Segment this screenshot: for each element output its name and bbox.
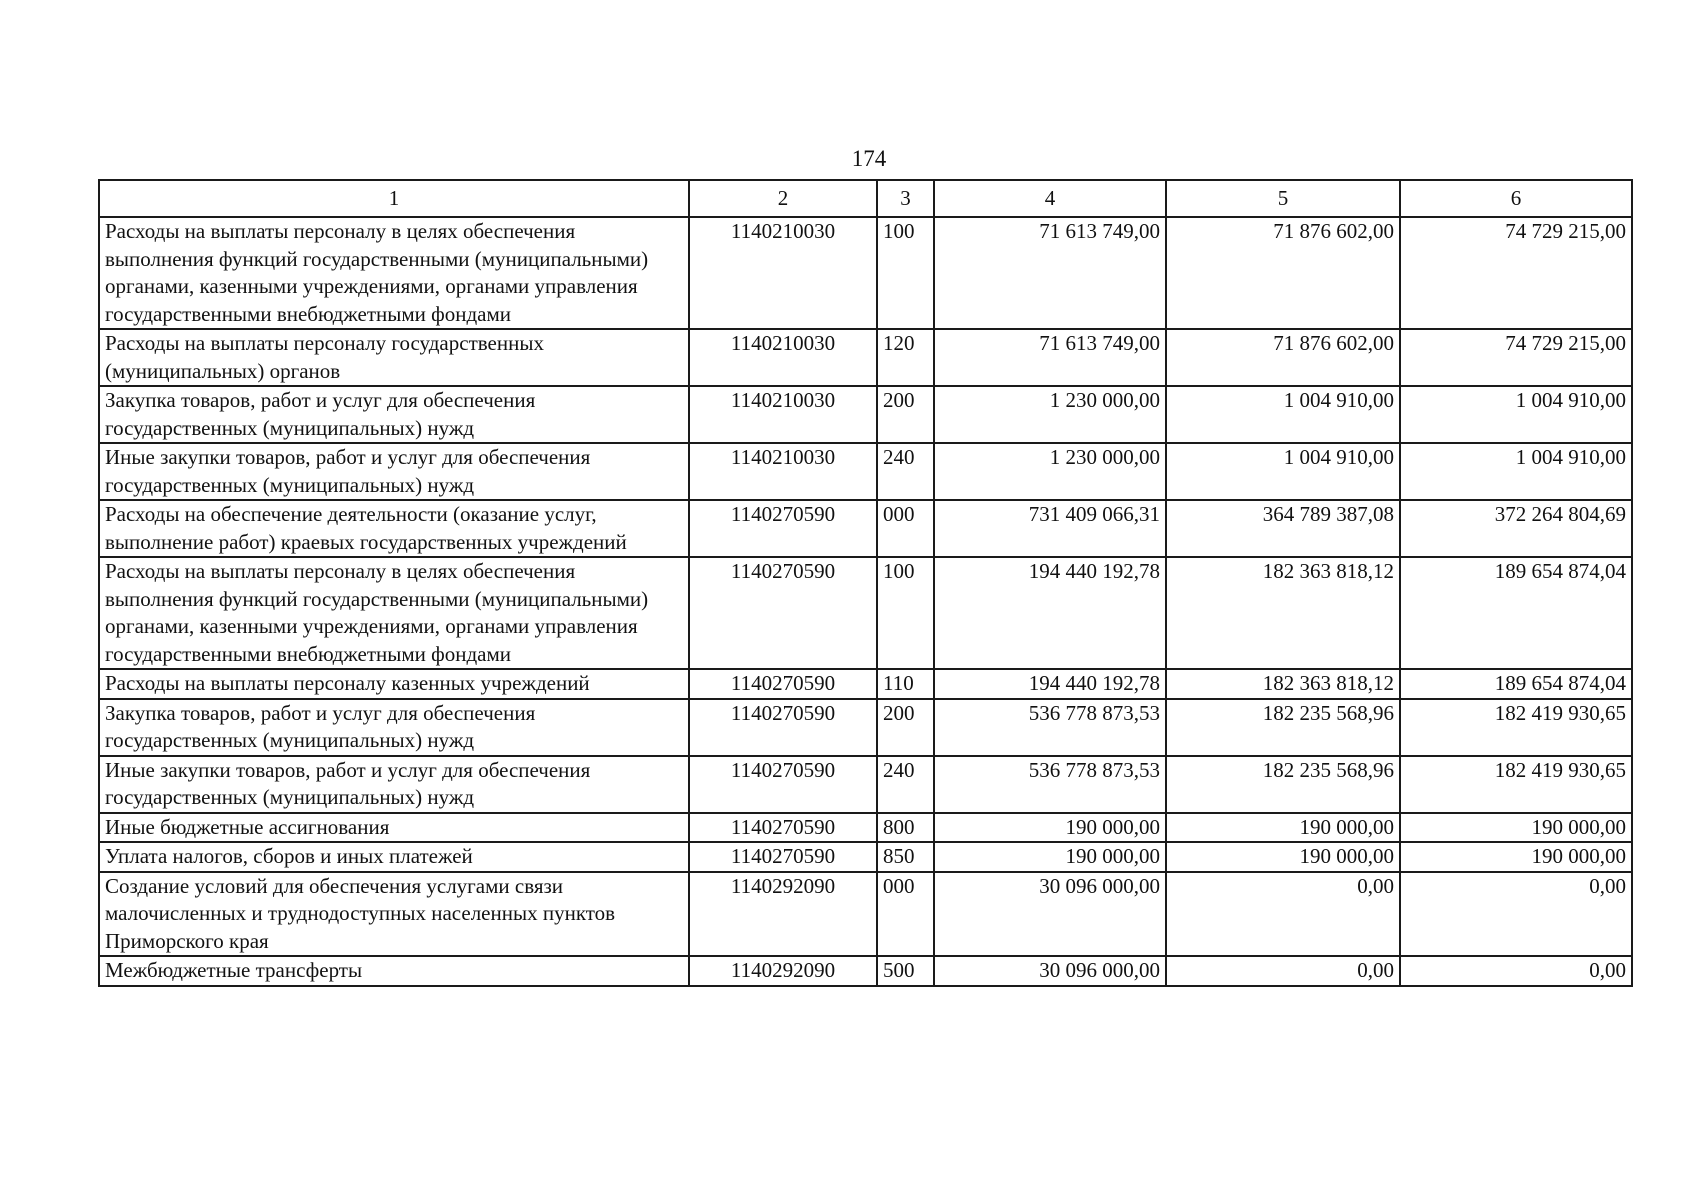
amount-col6: 0,00 — [1400, 956, 1632, 986]
header-cell: 1 — [99, 180, 689, 217]
target-code: 1140210030 — [689, 329, 877, 386]
expense-type: 240 — [877, 443, 934, 500]
amount-col4: 30 096 000,00 — [934, 872, 1166, 957]
expense-type: 120 — [877, 329, 934, 386]
amount-col5: 182 363 818,12 — [1166, 669, 1400, 699]
expense-type: 100 — [877, 557, 934, 669]
table-row — [99, 872, 1632, 957]
expense-name: Расходы на обеспечение деятельности (оказание услуг, выполнение работ) краевых государственных учреждений — [99, 500, 689, 557]
amount-col6: 74 729 215,00 — [1400, 329, 1632, 386]
amount-col6: 190 000,00 — [1400, 813, 1632, 843]
amount-col6: 182 419 930,65 — [1400, 756, 1632, 813]
amount-col4: 536 778 873,53 — [934, 756, 1166, 813]
amount-col4: 30 096 000,00 — [934, 956, 1166, 986]
target-code: 1140270590 — [689, 813, 877, 843]
expense-name: Расходы на выплаты персоналу в целях обеспечения выполнения функций государственными (муниципальными) органами, казенными учреждениями, органами управления государственными внебюджетными фондами — [99, 557, 689, 669]
target-code: 1140270590 — [689, 557, 877, 669]
expense-type: 000 — [877, 500, 934, 557]
amount-col5: 1 004 910,00 — [1166, 386, 1400, 443]
expense-name: Расходы на выплаты персоналу казенных учреждений — [99, 669, 689, 699]
amount-col6: 74 729 215,00 — [1400, 217, 1632, 329]
table-row — [99, 699, 1632, 756]
expense-type: 500 — [877, 956, 934, 986]
header-cell: 6 — [1400, 180, 1632, 217]
table-row — [99, 813, 1632, 843]
header-row — [99, 180, 1632, 217]
table-row — [99, 842, 1632, 872]
amount-col6: 189 654 874,04 — [1400, 669, 1632, 699]
expense-name: Иные бюджетные ассигнования — [99, 813, 689, 843]
amount-col4: 536 778 873,53 — [934, 699, 1166, 756]
amount-col6: 182 419 930,65 — [1400, 699, 1632, 756]
table-row — [99, 669, 1632, 699]
amount-col6: 189 654 874,04 — [1400, 557, 1632, 669]
amount-col4: 731 409 066,31 — [934, 500, 1166, 557]
amount-col5: 182 235 568,96 — [1166, 756, 1400, 813]
expense-type: 200 — [877, 386, 934, 443]
page-number: 174 — [851, 146, 887, 171]
expense-name: Иные закупки товаров, работ и услуг для обеспечения государственных (муниципальных) нужд — [99, 443, 689, 500]
amount-col5: 1 004 910,00 — [1166, 443, 1400, 500]
expense-name: Иные закупки товаров, работ и услуг для обеспечения государственных (муниципальных) нужд — [99, 756, 689, 813]
amount-col5: 364 789 387,08 — [1166, 500, 1400, 557]
target-code: 1140210030 — [689, 443, 877, 500]
expense-name: Закупка товаров, работ и услуг для обеспечения государственных (муниципальных) нужд — [99, 699, 689, 756]
table-row — [99, 386, 1632, 443]
table-row — [99, 329, 1632, 386]
amount-col4: 194 440 192,78 — [934, 669, 1166, 699]
amount-col4: 1 230 000,00 — [934, 443, 1166, 500]
amount-col6: 1 004 910,00 — [1400, 443, 1632, 500]
amount-col4: 194 440 192,78 — [934, 557, 1166, 669]
table-row — [99, 956, 1632, 986]
header-cell: 3 — [877, 180, 934, 217]
expense-name: Расходы на выплаты персоналу государственных (муниципальных) органов — [99, 329, 689, 386]
target-code: 1140270590 — [689, 500, 877, 557]
amount-col5: 71 876 602,00 — [1166, 217, 1400, 329]
amount-col5: 182 363 818,12 — [1166, 557, 1400, 669]
expense-type: 110 — [877, 669, 934, 699]
table-row — [99, 500, 1632, 557]
target-code: 1140210030 — [689, 386, 877, 443]
target-code: 1140270590 — [689, 699, 877, 756]
expense-type: 000 — [877, 872, 934, 957]
expense-type: 100 — [877, 217, 934, 329]
amount-col5: 182 235 568,96 — [1166, 699, 1400, 756]
header-cell: 2 — [689, 180, 877, 217]
amount-col5: 71 876 602,00 — [1166, 329, 1400, 386]
budget-table — [98, 179, 1633, 987]
target-code: 1140270590 — [689, 756, 877, 813]
table-row — [99, 217, 1632, 329]
target-code: 1140292090 — [689, 956, 877, 986]
amount-col4: 71 613 749,00 — [934, 217, 1166, 329]
amount-col6: 0,00 — [1400, 872, 1632, 957]
amount-col4: 1 230 000,00 — [934, 386, 1166, 443]
amount-col5: 190 000,00 — [1166, 813, 1400, 843]
expense-type: 200 — [877, 699, 934, 756]
amount-col4: 71 613 749,00 — [934, 329, 1166, 386]
expense-name: Уплата налогов, сборов и иных платежей — [99, 842, 689, 872]
header-cell: 5 — [1166, 180, 1400, 217]
amount-col6: 372 264 804,69 — [1400, 500, 1632, 557]
target-code: 1140292090 — [689, 872, 877, 957]
target-code: 1140270590 — [689, 669, 877, 699]
expense-name: Расходы на выплаты персоналу в целях обеспечения выполнения функций государственными (муниципальными) органами, казенными учреждениями, органами управления государственными внебюджетными фондами — [99, 217, 689, 329]
header-cell: 4 — [934, 180, 1166, 217]
expense-type: 800 — [877, 813, 934, 843]
target-code: 1140270590 — [689, 842, 877, 872]
expense-type: 850 — [877, 842, 934, 872]
expense-name: Закупка товаров, работ и услуг для обеспечения государственных (муниципальных) нужд — [99, 386, 689, 443]
amount-col5: 190 000,00 — [1166, 842, 1400, 872]
amount-col4: 190 000,00 — [934, 813, 1166, 843]
expense-type: 240 — [877, 756, 934, 813]
target-code: 1140210030 — [689, 217, 877, 329]
table-row — [99, 756, 1632, 813]
amount-col6: 190 000,00 — [1400, 842, 1632, 872]
table-row — [99, 443, 1632, 500]
table-row — [99, 557, 1632, 669]
amount-col4: 190 000,00 — [934, 842, 1166, 872]
amount-col5: 0,00 — [1166, 872, 1400, 957]
expense-name: Межбюджетные трансферты — [99, 956, 689, 986]
expense-name: Создание условий для обеспечения услугами связи малочисленных и труднодоступных населенных пунктов Приморского края — [99, 872, 689, 957]
amount-col5: 0,00 — [1166, 956, 1400, 986]
amount-col6: 1 004 910,00 — [1400, 386, 1632, 443]
